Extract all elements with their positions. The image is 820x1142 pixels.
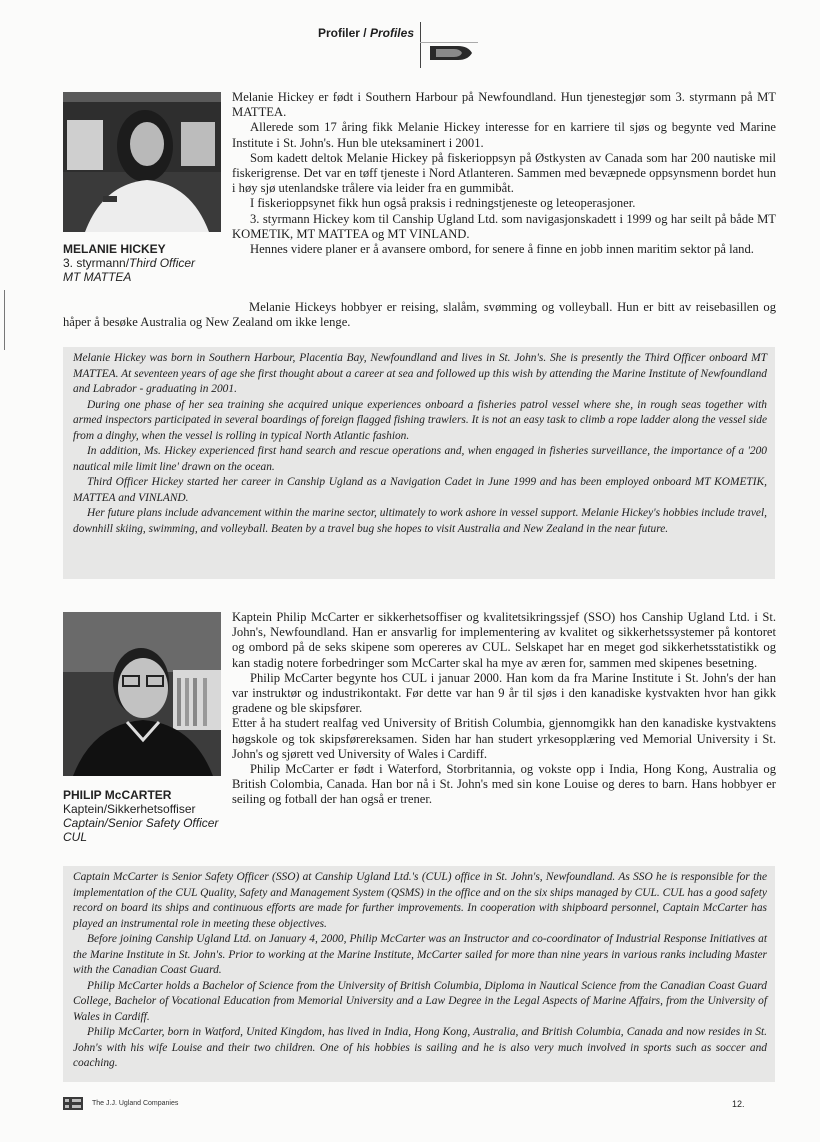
philip-company: CUL: [63, 830, 88, 844]
footer-company: The J.J. Ugland Companies: [92, 1100, 179, 1107]
paragraph: Melanie Hickey er født i Southern Harbour på Newfoundland. Hun tjenestegjør som 3. styrmann på MT MATTEA.: [232, 90, 776, 120]
philip-name: PHILIP McCARTER: [63, 788, 172, 802]
melanie-text-no: [232, 90, 776, 257]
melanie-hickey-photo: [63, 92, 221, 232]
philip-text-en-box: [63, 866, 775, 1082]
paragraph: Melanie Hickey was born in Southern Harbour, Placentia Bay, Newfoundland and lives in St. John's. She is presently the Third Officer onboard MT MATTEA. At seventeen years of age she first thought about a career at sea and followed up this wish by attending the Marine Institute of Newfoundland and Labrador - graduating in 2001.: [73, 352, 767, 395]
paragraph: Before joining Canship Ugland Ltd. on January 4, 2000, Philip McCarter was an Instructor and co-coordinator of Industrial Response Initiatives at the Marine Institute in St. John's. Prior to working at the Marine Institute, McCarter sailed for more than nine years in various ranks including Master with the Canadian Coast Guard.: [73, 933, 767, 976]
philip-text-no: [232, 610, 776, 808]
section-label-no: Profiler /: [317, 26, 367, 40]
paragraph: I fiskerioppsynet fikk hun også praksis i redningstjeneste og leteoperasjoner.: [250, 196, 636, 211]
ugland-logo-icon: [428, 44, 474, 62]
header-rule: [420, 22, 421, 68]
paragraph: Kaptein Philip McCarter er sikkerhetsoffiser og kvalitetsikringssjef (SSO) hos Canship Ugland Ltd. i St. John's, Newfoundland. Han er ansvarlig for implementering av kvalitet og sikkerhetssystemer på kontoret og ombord på de seks skipene som opereres av CUL. Selskapet har en meget god sikkerhetsstatistikk og kan stadig notere forbedringer som McCarter skal ha mye av æren for, sammen med skipenes besetning.: [232, 610, 776, 670]
philip-title-no: Kaptein/Sikkerhetsoffiser: [63, 802, 196, 816]
paragraph: Hennes videre planer er å avansere ombord, for senere å finne en jobb innen maritim sektor på land.: [250, 242, 754, 257]
paragraph: Philip McCarter er født i Waterford, Storbritannia, og vokste opp i India, Hong Kong, Australia og British Colombia, Canada. Han bor nå i St. John's med sin kone Louise og deres to barn. Hans hobbyer er seiling og fotball der han også er trener.: [232, 762, 776, 807]
paragraph: Her future plans include advancement within the marine sector, ultimately to work ashore in vessel support. Melanie Hickey's hobbies include travel, downhill skiing, swimming, and volleyball. Beaten by a travel bug she hopes to visit Australia and New Zealand in the near future.: [73, 507, 767, 535]
paragraph: In addition, Ms. Hickey experienced first hand search and rescue operations and, when engaged in fisheries surveillance, the importance of a '200 nautical mile limit line' drawn on the ocean.: [73, 445, 767, 473]
paragraph: Melanie Hickeys hobbyer er reising, slalåm, svømming og volleyball. Hun er bitt av reisebasillen og håper å besøke Australia og New Zealand om ikke lenge.: [63, 300, 776, 330]
paragraph: Allerede som 17 åring fikk Melanie Hickey interesse for en karriere til sjøs og begynte ved Marine Institute i St. John's. Hun ble uteksaminert i 2001.: [232, 120, 776, 150]
melanie-title-no: 3. styrmann/: [63, 256, 130, 270]
paragraph: 3. styrmann Hickey kom til Canship Ugland Ltd. som navigasjonskadett i 1999 og har seilt på både MT KOMETIK, MT MATTEA og MT VINLAND.: [232, 211, 776, 241]
philip-title-en: Captain/Senior Safety Officer: [63, 816, 219, 830]
melanie-name: MELANIE HICKEY: [63, 242, 166, 256]
paragraph: Third Officer Hickey started her career in Canship Ugland as a Navigation Cadet in June 1999 and has been employed onboard MT KOMETIK, MATTEA and VINLAND.: [73, 476, 767, 504]
margin-rule: [4, 290, 5, 350]
philip-caption: [63, 788, 228, 844]
melanie-title-en: Third Officer: [129, 256, 196, 270]
header-line: [420, 42, 478, 43]
melanie-text-en-box: [63, 347, 775, 579]
paragraph: Philip McCarter, born in Watford, United Kingdom, has lived in India, Hong Kong, Australia, and British Columbia, Canada and now resides in St. John's with his wife Louise and their two children. One of his hobbies is sailing and he is also very much involved in sports such as soccer and coaching.: [73, 1026, 767, 1069]
paragraph: Etter å ha studert realfag ved University of British Columbia, gjennomgikk han den kanadiske kystvaktens høgskole og tok skipsførereksamen. Siden har han studert yrkesopplæring ved Memorial University i St. John's og sjørett ved University of Wales i Cardiff.: [232, 716, 776, 761]
paragraph: Philip McCarter holds a Bachelor of Science from the University of British Columbia, Diploma in Nautical Science from the Canadian Coast Guard College, Bachelor of Vocational Education from Memorial University and a Law Degree in the Legal Aspects of Marine Affairs, from the University of Wales in Cardiff.: [73, 979, 767, 1023]
ugland-flag-icon: [63, 1097, 83, 1110]
paragraph: Philip McCarter begynte hos CUL i januar 2000. Han kom da fra Marine Institute i St. John's der han var instruktør og industrikontakt. Før dette var han 9 år til sjøs i den kanadiske kystvakten hvor han gikk gradene og ble skipsfører.: [232, 670, 776, 716]
paragraph: During one phase of her sea training she acquired unique experiences onboard a fisheries patrol vessel where she, in rough seas together with armed inspectors participated in several boardings of foreign flagged fishing trawlers. It is not an easy task to climb a rope ladder along the vessel side from a dinghy, when the vessel is rolling in typical North Atlantic fashion.: [73, 398, 767, 442]
section-label-en: Profiles: [366, 26, 414, 40]
paragraph: Som kadett deltok Melanie Hickey på fiskerioppsyn på Østkysten av Canada som har 200 nautiske mil fiskerigrense. Det var en tøff tjeneste i Nord Atlanteren. Sammen med bevæpnede oppsynsmenn bordet hun i høy sjø utenlandske trålere via leider fra en gummibåt.: [232, 150, 776, 196]
section-header: [308, 22, 420, 44]
philip-mccarter-photo: [63, 612, 221, 776]
page-number: 12.: [732, 1099, 745, 1109]
melanie-vessel: MT MATTEA: [63, 270, 132, 284]
melanie-title: [63, 256, 223, 270]
melanie-caption: [63, 242, 223, 284]
melanie-text-no-last: [63, 300, 776, 330]
paragraph: Captain McCarter is Senior Safety Officer (SSO) at Canship Ugland Ltd.'s (CUL) office in St. John's, Newfoundland. As SSO he is responsible for the implementation of the CUL Quality, Safety and Management System (QSMS) in the office and on the six ships managed by CUL. CUL has a good safety record on board its ships and continuous efforts are made for further improvements. In cooperation with shipboard personnel, Captain McCarter has played an instrumental role in meeting these objectives.: [73, 871, 767, 930]
